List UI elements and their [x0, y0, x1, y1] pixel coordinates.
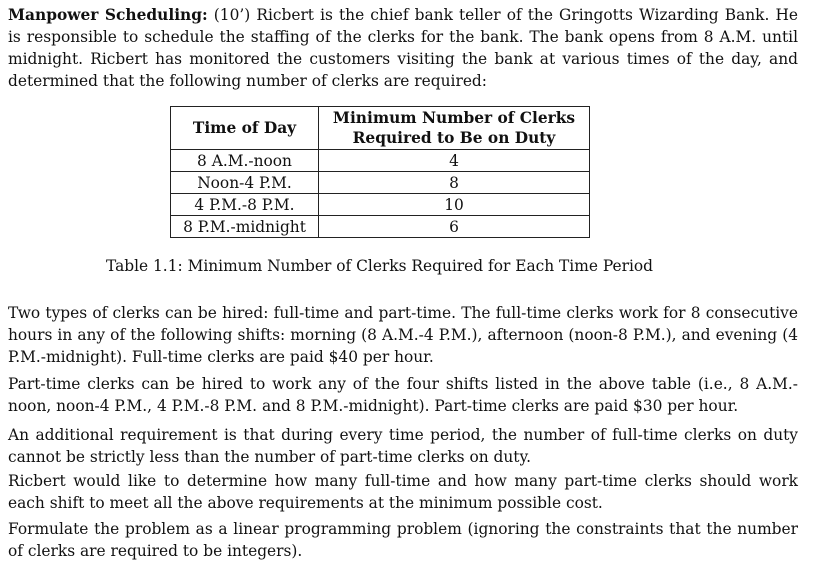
intro-text: (10’) Ricbert is the chief bank teller of the Gringotts Wizarding Bank. He is responsible to schedule the staffing of the clerks for the bank. The bank opens from 8 A.M. until midnight. Ricbert has monitored the customers visiting the bank at various times of the day, and determined that the following number of clerks are required:	[8, 6, 798, 90]
row-clerks: 6	[319, 216, 590, 238]
clerks-table	[170, 106, 590, 238]
intro-paragraph	[8, 4, 798, 92]
paragraph-objective: Ricbert would like to determine how many full-time and how many part-time clerks should work each shift to meet all the above requirements at the minimum possible cost.	[8, 472, 798, 512]
row-time: 4 P.M.-8 P.M.	[171, 194, 319, 216]
paragraph-full-time: Two types of clerks can be hired: full-time and part-time. The full-time clerks work for 8 consecutive hours in any of the following shifts: morning (8 A.M.-4 P.M.), afternoon (noon-8 P.M.), and evening (4 P.M.-midnight). Full-time clerks are paid $40 per hour.	[8, 304, 798, 366]
header-time-of-day: Time of Day	[171, 107, 319, 150]
table-row	[171, 172, 590, 194]
table-caption: Table 1.1: Minimum Number of Clerks Required for Each Time Period	[106, 257, 653, 275]
row-clerks: 10	[319, 194, 590, 216]
problem-heading: Manpower Scheduling:	[8, 6, 208, 24]
row-time: Noon-4 P.M.	[171, 172, 319, 194]
table-row	[171, 150, 590, 172]
row-clerks: 4	[319, 150, 590, 172]
row-clerks: 8	[319, 172, 590, 194]
table-row	[171, 216, 590, 238]
paragraph-requirement: An additional requirement is that during every time period, the number of full-time clerks on duty cannot be strictly less than the number of part-time clerks on duty.	[8, 426, 798, 466]
paragraph-part-time: Part-time clerks can be hired to work any of the four shifts listed in the above table (i.e., 8 A.M.-noon, noon-4 P.M., 4 P.M.-8 P.M. and 8 P.M.-midnight). Part-time clerks are paid $30 per hour.	[8, 375, 798, 415]
table-header-row	[171, 107, 590, 150]
paragraph-formulate: Formulate the problem as a linear programming problem (ignoring the constraints that the number of clerks are required to be integers).	[8, 520, 798, 560]
row-time: 8 P.M.-midnight	[171, 216, 319, 238]
row-time: 8 A.M.-noon	[171, 150, 319, 172]
table-row	[171, 194, 590, 216]
header-min-clerks: Minimum Number of Clerks Required to Be on Duty	[319, 107, 590, 150]
